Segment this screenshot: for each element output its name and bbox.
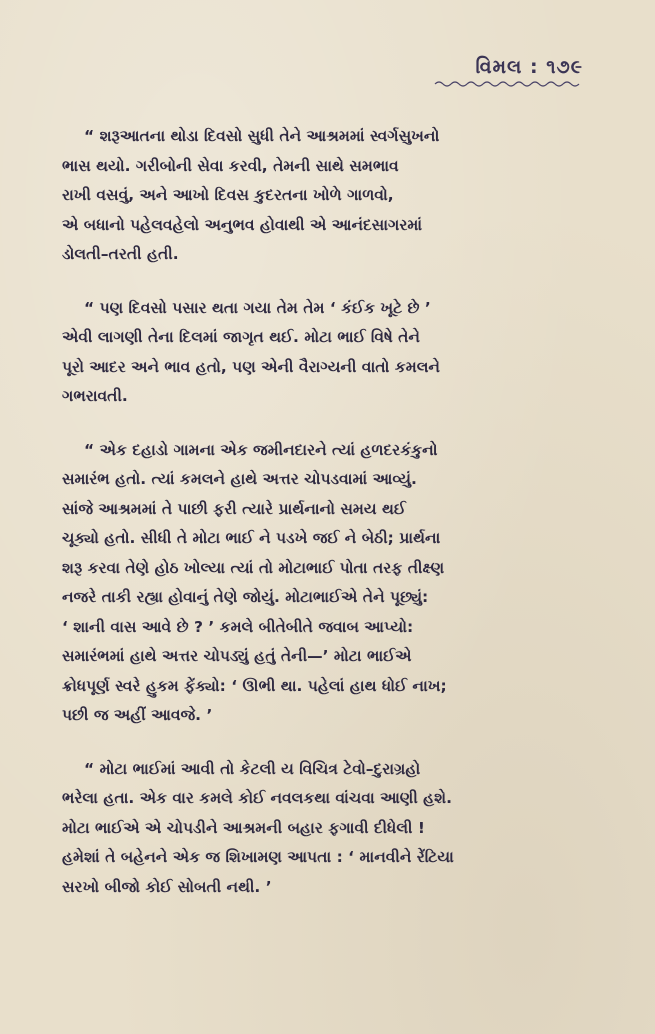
text-line: ક્રોધપૂર્ણ સ્વરે હુકમ ફેંક્યો: ‘ ઊભી થા. પહેલાં હાથ ધોઈ નાખ; [62, 676, 447, 695]
text-line: ‘ શાની વાસ આવે છે ? ’ કમલે બીતેબીતે જવાબ આપ્યો: [62, 617, 414, 636]
text-line: રાખી વસવું, અને આખો દિવસ કુદરતના ખોળે ગાળવો, [62, 186, 394, 204]
text-line: મોટા ભાઈએ એ ચોપડીને આશ્રમની બહાર ફગાવી દીધેલી ! [62, 818, 425, 837]
text-line: પછી જ અહીં આવજે. ’ [62, 706, 213, 724]
text-line: હમેશાં તે બહેનને એક જ શિખામણ આપતા : ‘ માનવીને રેંટિયા [62, 848, 454, 866]
text-line: શરૂ કરવા તેણે હોઠ ખોલ્યા ત્યાં તો મોટાભાઈ પોતા તરફ તીક્ષ્ણ [62, 558, 445, 577]
text-line: “ શરૂઆતના થોડા દિવસો સુધી તેને આશ્રમમાં સ્વર્ગસુખનો [84, 127, 440, 145]
text-line: પૂરો આદર અને ભાવ હતો, પણ એની વૈરાગ્યની વાતો કમલને [62, 357, 440, 376]
running-header [433, 56, 583, 88]
text-line: “ એક દહાડો ગામના એક જમીનદારને ત્યાં હળદરકંકુનો [84, 440, 438, 459]
paragraph [62, 436, 590, 731]
text-line: એ બધાનો પહેલવહેલો અનુભવ હોવાથી એ આનંદસાગરમાં [62, 215, 423, 234]
header-wavy-rule [433, 80, 583, 88]
text-line: એવી લાગણી તેના દિલમાં જાગૃત થઈ. મોટા ભાઈ વિષે તેને [62, 328, 420, 346]
paragraph [62, 122, 590, 270]
header-title: વિમલ : ૧૭૯ [475, 56, 583, 78]
text-line: નજરે તાકી રહ્યા હોવાનું તેણે જોયું. મોટાભાઈએ તેને પૂછ્યું: [62, 588, 429, 606]
text-line: “ મોટા ભાઈમાં આવી તો કેટલી ય વિચિત્ર ટેવો–દુરાગ્રહો [84, 759, 421, 778]
text-line: ભરેલા હતા. એક વાર કમલે કોઈ નવલકથા વાંચવા આણી હશે. [62, 789, 453, 807]
text-line: ભાસ થયો. ગરીબોની સેવા કરવી, તેમની સાથે સમભાવ [62, 156, 399, 175]
body-text [62, 122, 590, 926]
text-line: ગભરાવતી. [62, 387, 128, 405]
paragraph [62, 755, 590, 903]
text-line: “ પણ દિવસો પસાર થતા ગયા તેમ તેમ ‘ કંઈક ખૂટે છે ’ [84, 298, 431, 317]
text-line: ચૂક્યો હતો. સીધી તે મોટા ભાઈ ને પડખે જઈ ને બેઠી; પ્રાર્થના [62, 529, 441, 547]
text-line: ડોલતી–તરતી હતી. [62, 245, 179, 263]
text-line: સરખો બીજો કોઈ સોબતી નથી. ’ [62, 877, 272, 896]
text-line: સમારંભમાં હાથે અત્તર ચોપડ્યું હતું તેની—’ મોટા ભાઈએ [62, 647, 412, 665]
paragraph [62, 294, 590, 412]
text-line: સમારંભ હતો. ત્યાં કમલને હાથે અત્તર ચોપડવામાં આવ્યું. [62, 470, 417, 488]
text-line: સાંજે આશ્રમમાં તે પાછી ફરી ત્યારે પ્રાર્થનાનો સમય થઈ [62, 499, 406, 518]
